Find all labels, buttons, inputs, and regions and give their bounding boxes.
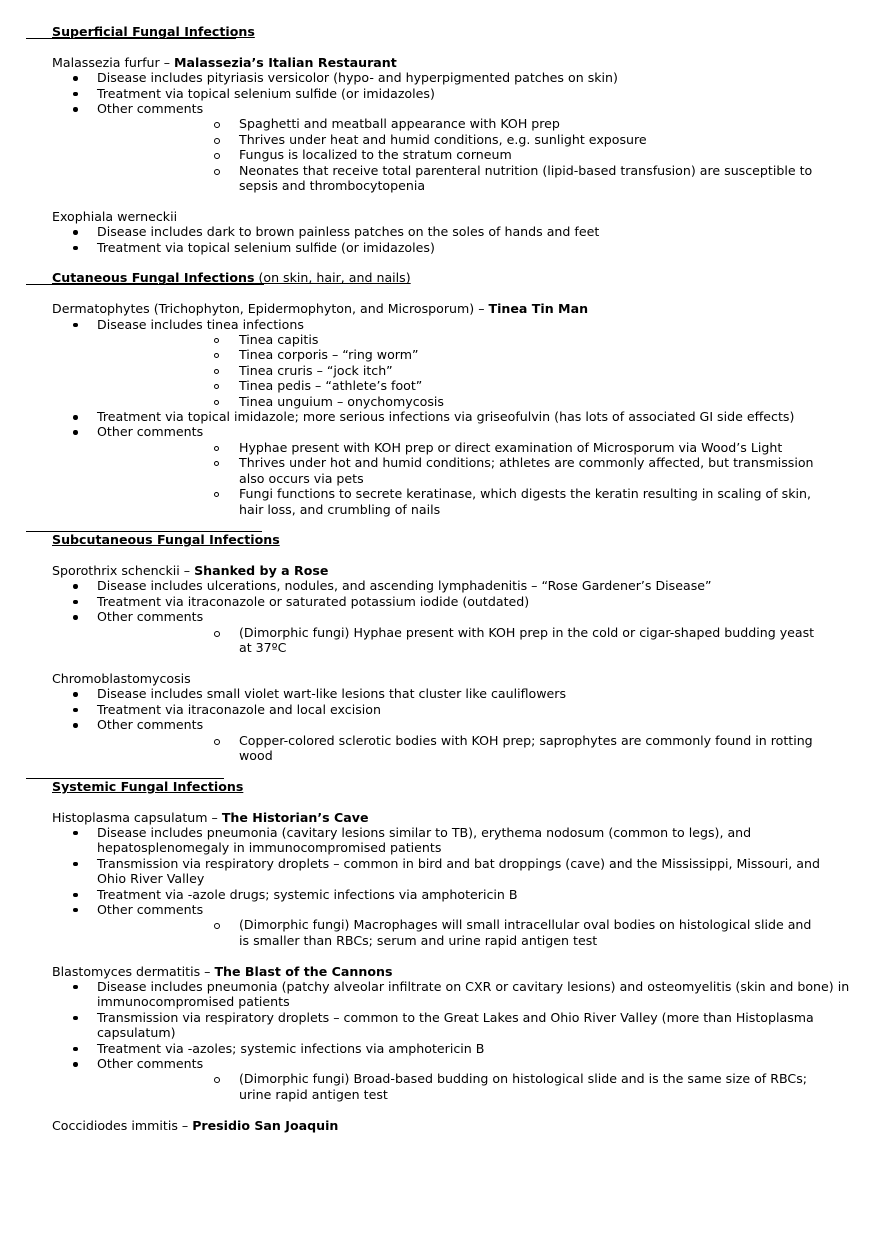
- bullet-text: Other comments: [97, 609, 204, 625]
- bullet-item: [0, 1056, 880, 1102]
- bullet-item: [0, 686, 880, 701]
- blank-line: [0, 1102, 880, 1117]
- sub-bullet-item: Tinea corporis – “ring worm”: [97, 347, 850, 362]
- sub-bullet-list: [97, 440, 850, 517]
- bullet-item: [0, 609, 880, 655]
- bullet-text: Disease includes tinea infections: [97, 316, 304, 332]
- document-page: [0, 24, 880, 1133]
- sub-bullet-item: Thrives under heat and humid conditions, e.g. sunlight exposure: [97, 132, 850, 147]
- sub-bullet-item: Fungi functions to secrete keratinase, which digests the keratin resulting in scaling of skin, hair loss, and crumbling of nails: [97, 486, 850, 517]
- sub-bullet-item: Tinea capitis: [97, 332, 850, 347]
- section-heading: [0, 24, 880, 39]
- organism-heading: [0, 301, 880, 316]
- sub-bullet-item: Neonates that receive total parenteral nutrition (lipid-based transfusion) are susceptible to sepsis and thrombocytopenia: [97, 163, 850, 194]
- bullet-item: [0, 887, 880, 902]
- section-heading: [0, 270, 880, 285]
- section-title: Systemic Fungal Infections: [52, 778, 244, 794]
- organism-mnemonic: Tinea Tin Man: [488, 301, 589, 317]
- blank-line: [0, 794, 880, 809]
- bullet-text: Disease includes pityriasis versicolor (hypo- and hyperpigmented patches on skin): [97, 70, 618, 86]
- bullet-text: Transmission via respiratory droplets – common in bird and bat droppings (cave) and the Mississippi, Missouri, and Ohio River Valley: [97, 855, 821, 887]
- section-heading: [0, 532, 880, 547]
- bullet-text: Other comments: [97, 1056, 204, 1071]
- sub-bullet-item: Hyphae present with KOH prep or direct examination of Microsporum via Wood’s Light: [97, 440, 850, 455]
- bullet-item: [0, 979, 880, 1010]
- blank-line: [0, 255, 880, 270]
- blank-line: [0, 763, 880, 778]
- sub-bullet-item: (Dimorphic fungi) Hyphae present with KOH prep in the cold or cigar-shaped budding yeast at 37ºC: [97, 625, 850, 656]
- organism-name: Coccidiodes immitis –: [52, 1117, 193, 1133]
- organism-heading: [0, 964, 880, 979]
- sub-bullet-list: [97, 1071, 850, 1102]
- organism-heading: [0, 810, 880, 825]
- organism-name: Dermatophytes (Trichophyton, Epidermophyton, and Microsporum) –: [52, 301, 489, 317]
- bullet-text: Treatment via topical imidazole; more serious infections via griseofulvin (has lots of associated GI side effects): [97, 409, 795, 425]
- section-title: Cutaneous Fungal Infections: [52, 270, 255, 286]
- bullet-item: [0, 409, 880, 424]
- organism-name: Exophiala werneckii: [52, 208, 178, 224]
- bullet-text: Other comments: [97, 101, 204, 116]
- sub-bullet-item: (Dimorphic fungi) Macrophages will small intracellular oval bodies on histological slide and is smaller than RBCs; serum and urine rapid antigen test: [97, 917, 850, 948]
- organism-name: Malassezia furfur –: [52, 54, 174, 70]
- blank-line: [0, 548, 880, 563]
- organism-name: Sporothrix schenckii –: [52, 563, 195, 579]
- organism-heading: [0, 209, 880, 224]
- blank-line: [0, 286, 880, 301]
- organism-heading: [0, 1118, 880, 1133]
- bullet-item: [0, 424, 880, 516]
- bullet-item: [0, 1010, 880, 1041]
- bullet-item: [0, 86, 880, 101]
- heading-rule: [26, 38, 236, 39]
- bullet-list: [0, 70, 880, 193]
- section-heading: [0, 779, 880, 794]
- sub-bullet-list: [97, 625, 850, 656]
- organism-name: Histoplasma capsulatum –: [52, 809, 222, 825]
- blank-line: [0, 656, 880, 671]
- sub-bullet-list: [97, 733, 850, 764]
- bullet-list: [0, 979, 880, 1102]
- bullet-list: [0, 224, 880, 255]
- bullet-item: [0, 1041, 880, 1056]
- blank-line: [0, 193, 880, 208]
- organism-name: Chromoblastomycosis: [52, 670, 191, 686]
- sub-bullet-item: Spaghetti and meatball appearance with KOH prep: [97, 116, 850, 131]
- bullet-text: Other comments: [97, 717, 204, 733]
- bullet-text: Disease includes dark to brown painless patches on the soles of hands and feet: [97, 224, 600, 240]
- bullet-item: [0, 317, 880, 409]
- organism-mnemonic: Shanked by a Rose: [194, 563, 329, 579]
- bullet-item: [0, 902, 880, 948]
- bullet-text: Treatment via -azole drugs; systemic infections via amphotericin B: [97, 886, 518, 902]
- bullet-text: Disease includes pneumonia (cavitary lesions similar to TB), erythema nodosum (common to legs), and hepatosplenomegaly in immunocompromised patients: [97, 824, 752, 856]
- bullet-item: [0, 594, 880, 609]
- bullet-text: Treatment via -azoles; systemic infections via amphotericin B: [97, 1040, 485, 1056]
- organism-heading: [0, 563, 880, 578]
- bullet-item: [0, 240, 880, 255]
- bullet-list: [0, 578, 880, 655]
- bullet-list: [0, 317, 880, 517]
- sub-bullet-list: [97, 116, 850, 193]
- sub-bullet-item: (Dimorphic fungi) Broad-based budding on histological slide and is the same size of RBCs; urine rapid antigen test: [97, 1071, 850, 1102]
- bullet-item: [0, 825, 880, 856]
- organism-mnemonic: The Historian’s Cave: [221, 809, 369, 825]
- sub-bullet-item: Copper-colored sclerotic bodies with KOH prep; saprophytes are commonly found in rotting wood: [97, 733, 850, 764]
- bullet-text: Other comments: [97, 901, 204, 917]
- bullet-text: Disease includes ulcerations, nodules, and ascending lymphadenitis – “Rose Gardener’s Disease”: [97, 578, 712, 594]
- sub-bullet-list: [97, 332, 850, 409]
- sub-bullet-item: Thrives under hot and humid conditions; athletes are commonly affected, but transmission also occurs via pets: [97, 455, 850, 486]
- sub-bullet-item: Tinea unguium – onychomycosis: [97, 394, 850, 409]
- heading-rule: [26, 778, 224, 779]
- blank-line: [0, 517, 880, 532]
- sub-bullet-item: Tinea pedis – “athlete’s foot”: [97, 378, 850, 393]
- bullet-text: Disease includes pneumonia (patchy alveolar infiltrate on CXR or cavitary lesions) and osteomyelitis (skin and bone) in immunocompromised patients: [97, 978, 850, 1010]
- bullet-item: [0, 702, 880, 717]
- bullet-text: Treatment via topical selenium sulfide (or imidazoles): [97, 85, 435, 101]
- bullet-list: [0, 825, 880, 948]
- bullet-item: [0, 70, 880, 85]
- sub-bullet-item: Fungus is localized to the stratum corneum: [97, 147, 850, 162]
- organism-heading: [0, 55, 880, 70]
- organism-mnemonic: Presidio San Joaquin: [192, 1117, 339, 1133]
- blank-line: [0, 948, 880, 963]
- blank-line: [0, 39, 880, 54]
- section-title: Subcutaneous Fungal Infections: [52, 532, 280, 548]
- bullet-item: [0, 856, 880, 887]
- bullet-text: Treatment via topical selenium sulfide (or imidazoles): [97, 239, 435, 255]
- bullet-item: [0, 578, 880, 593]
- bullet-text: Treatment via itraconazole and local excision: [97, 701, 381, 717]
- bullet-item: [0, 101, 880, 193]
- heading-rule: [26, 531, 262, 532]
- organism-mnemonic: The Blast of the Cannons: [214, 963, 393, 979]
- bullet-text: Other comments: [97, 424, 204, 440]
- section-title: Superficial Fungal Infections: [52, 24, 255, 39]
- organism-mnemonic: Malassezia’s Italian Restaurant: [174, 54, 397, 70]
- bullet-text: Treatment via itraconazole or saturated potassium iodide (outdated): [97, 593, 530, 609]
- sub-bullet-list: [97, 917, 850, 948]
- section-subtitle: (on skin, hair, and nails): [254, 270, 411, 286]
- organism-heading: [0, 671, 880, 686]
- bullet-list: [0, 686, 880, 763]
- sub-bullet-item: Tinea cruris – “jock itch”: [97, 363, 850, 378]
- organism-name: Blastomyces dermatitis –: [52, 963, 215, 979]
- bullet-text: Disease includes small violet wart-like lesions that cluster like cauliflowers: [97, 686, 566, 702]
- bullet-item: [0, 717, 880, 763]
- bullet-item: [0, 224, 880, 239]
- heading-rule: [26, 284, 264, 285]
- bullet-text: Transmission via respiratory droplets – common to the Great Lakes and Ohio River Valley (more than Histoplasma capsulatum): [97, 1009, 814, 1041]
